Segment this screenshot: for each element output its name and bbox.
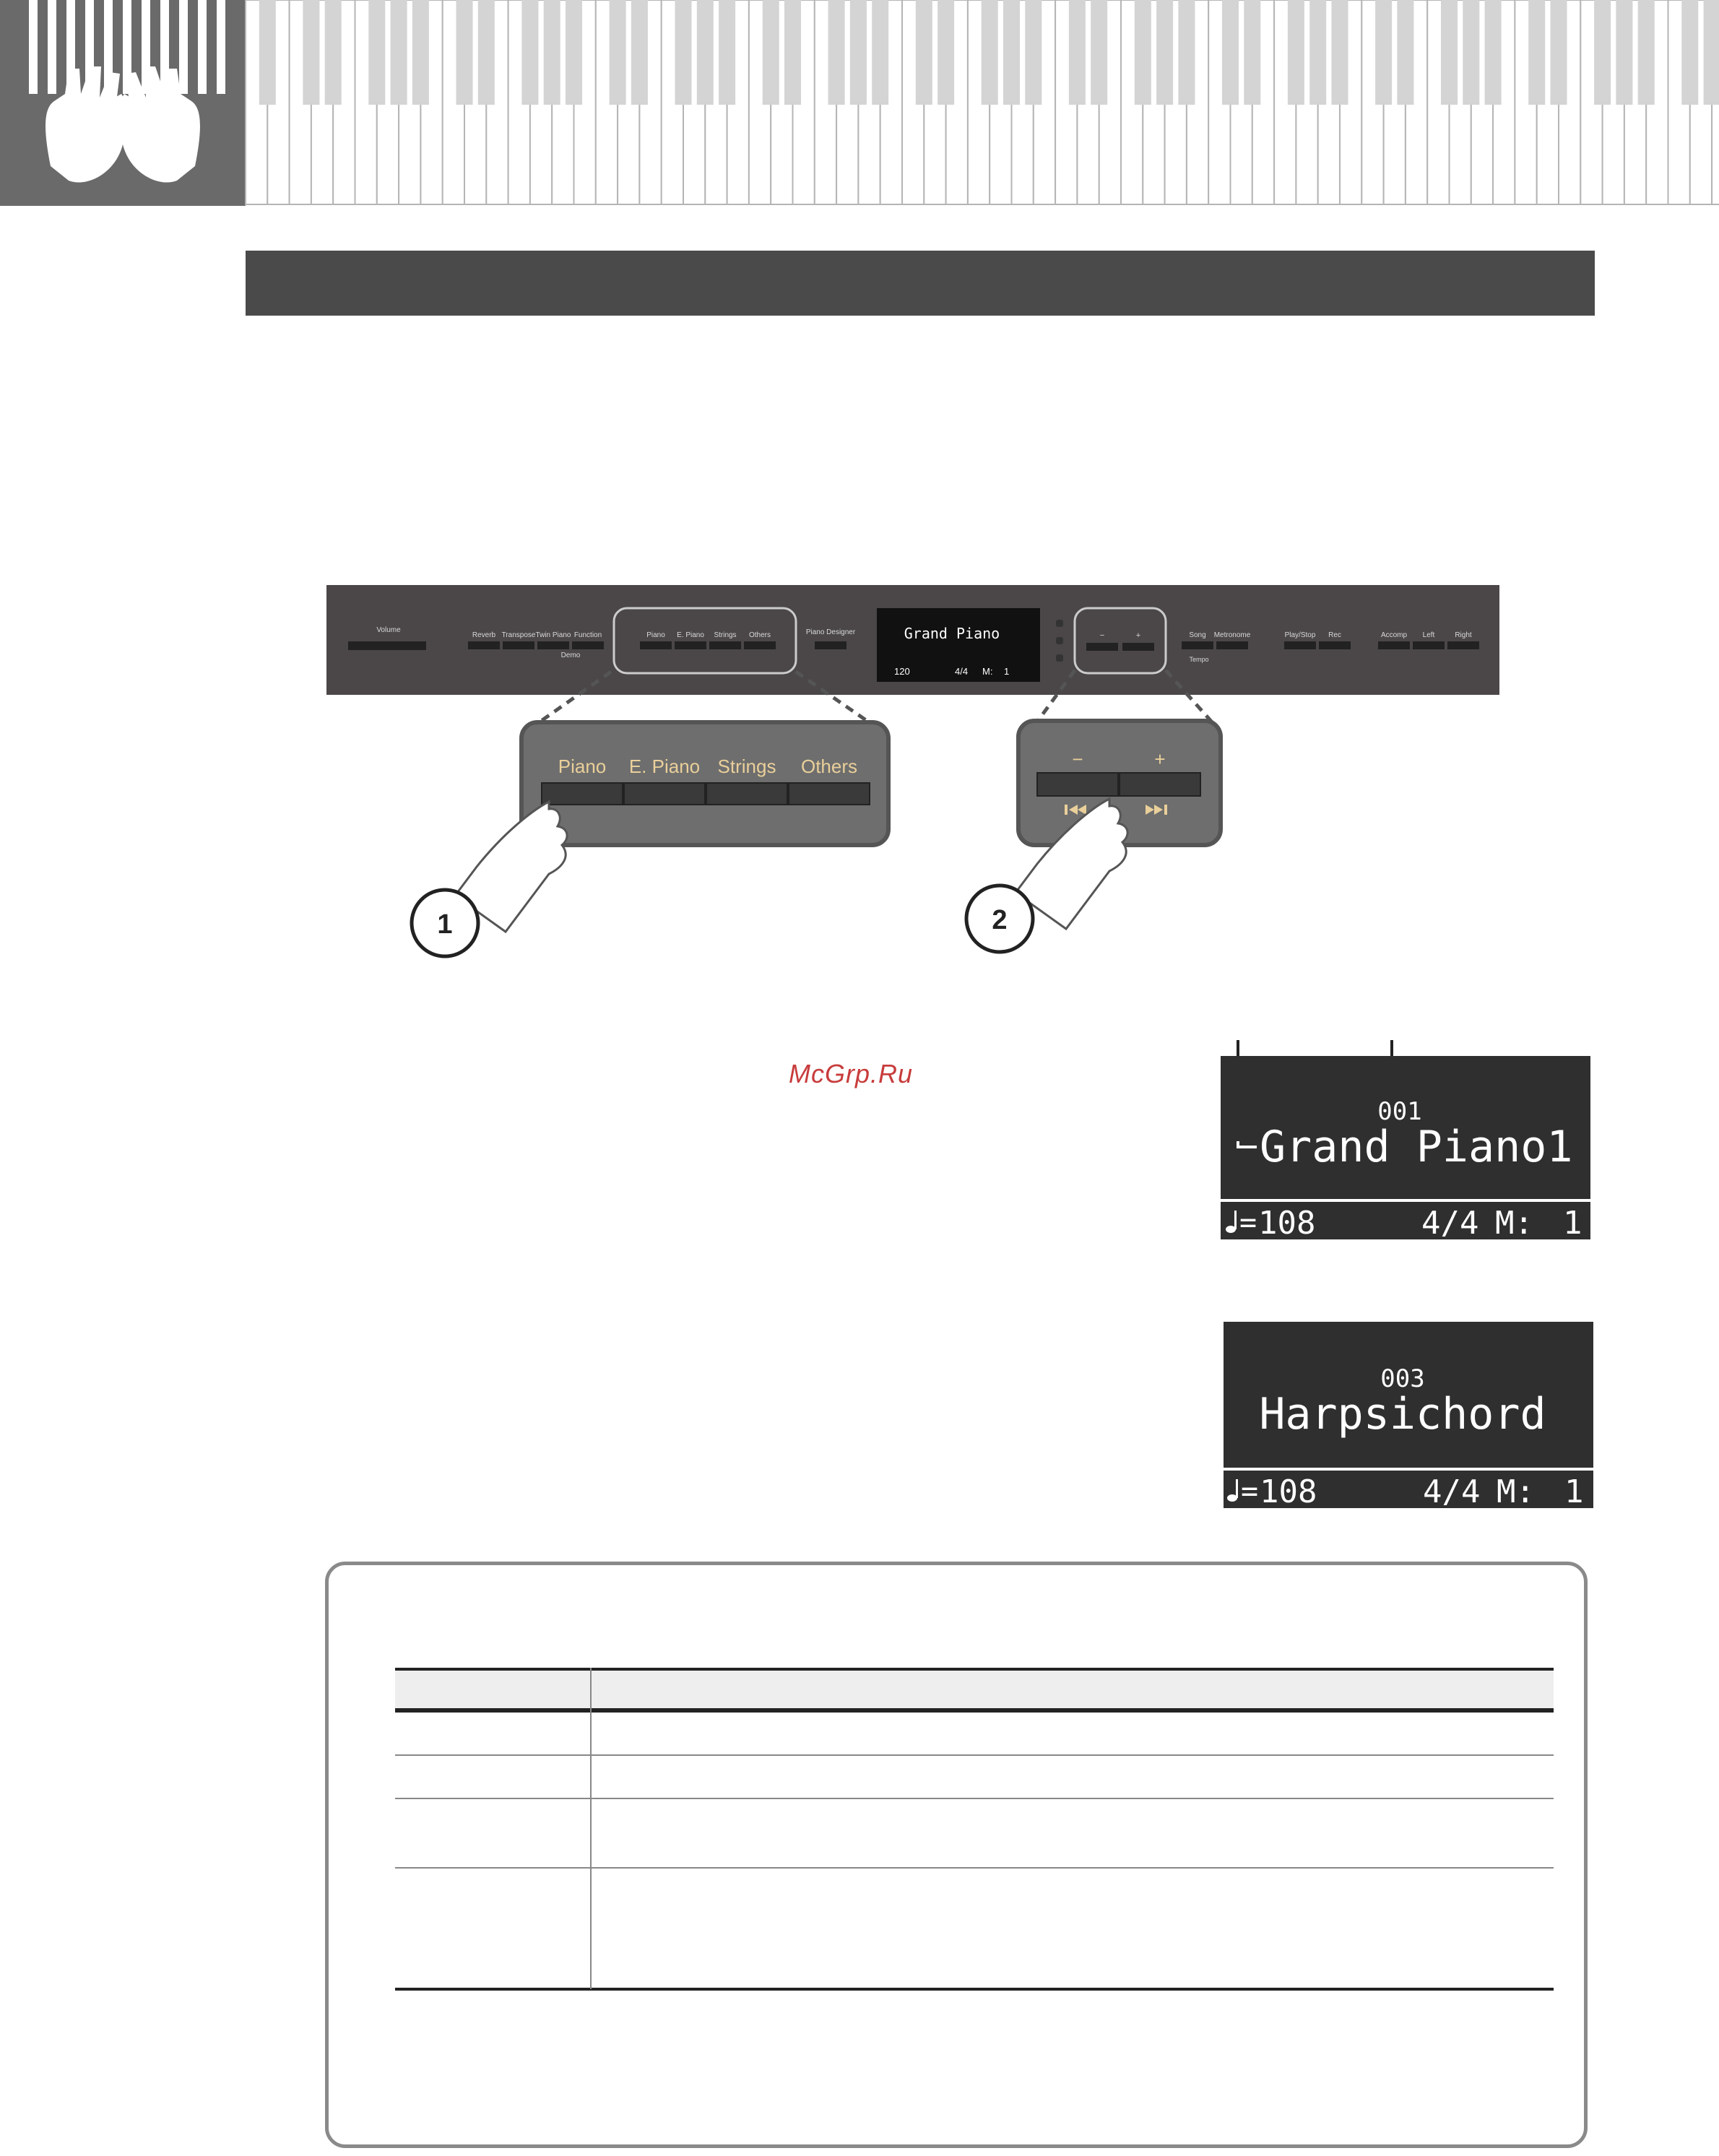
zoom-tone-label: Others	[800, 756, 858, 777]
panel-tone-button[interactable]	[709, 641, 741, 649]
panel-tone-label: Others	[748, 631, 771, 639]
table-row-divider	[395, 1867, 1554, 1869]
panel-tone-button[interactable]	[744, 641, 776, 649]
lcd2-tone-name: Harpsichord	[1259, 1389, 1546, 1440]
table-bottom-rule	[395, 1988, 1554, 1991]
lcd2-beat: 4/4	[1423, 1473, 1481, 1510]
lcd1-tone-name: Grand Piano1	[1260, 1122, 1573, 1172]
panel-plus-button[interactable]	[1122, 643, 1154, 651]
zoom-minus-button[interactable]	[1037, 773, 1118, 796]
zoom-plus-button[interactable]	[1120, 773, 1200, 796]
table-header	[395, 1668, 1554, 1711]
panel-accomp-button[interactable]	[1378, 641, 1410, 649]
zoom-tone-label: Piano	[558, 756, 607, 777]
step-1-number: 1	[437, 909, 453, 940]
panel-song-label: Song	[1189, 631, 1206, 639]
zoom-tone-button[interactable]	[624, 783, 705, 805]
panel-tone-label: E. Piano	[677, 631, 704, 639]
volume-slider[interactable]	[348, 641, 426, 650]
tone-table	[395, 1668, 1554, 2007]
panel-display-beat: 4/4	[955, 666, 969, 677]
zoom-tone-button[interactable]	[789, 783, 870, 805]
tempo-label: Tempo	[1189, 656, 1209, 663]
watermark: McGrp.Ru	[789, 1059, 914, 1088]
panel-tone-button[interactable]	[640, 641, 672, 649]
table-row-divider	[395, 1754, 1554, 1756]
panel-left-label: Twin Piano	[535, 631, 571, 639]
demo-label: Demo	[560, 651, 581, 659]
svg-text:−: −	[1099, 631, 1105, 640]
panel-left-label: Function	[573, 631, 602, 639]
piano-designer-button[interactable]	[815, 641, 846, 649]
panel-accomp-label: Right	[1455, 631, 1472, 639]
lcd1-tempo: 108	[1258, 1205, 1316, 1242]
step-2-number: 2	[992, 905, 1008, 935]
panel-song-label: Metronome	[1213, 631, 1251, 639]
lcd2-measure-label: M:	[1497, 1473, 1535, 1510]
zoom-tone-button[interactable]	[706, 783, 787, 805]
panel-display-title: Grand Piano	[904, 625, 1000, 642]
panel-tone-button[interactable]	[675, 641, 706, 649]
panel-play-button[interactable]	[1319, 641, 1351, 649]
panel-illustration	[0, 0, 1719, 1011]
zoom-tone-label: Strings	[717, 756, 776, 777]
lcd-display-2	[1221, 1322, 1596, 1510]
table-row-divider	[395, 1798, 1554, 1799]
panel-accomp-label: Left	[1422, 631, 1435, 639]
zoom-tone-label: E. Piano	[628, 756, 701, 777]
lcd1-measure: 1	[1563, 1205, 1582, 1242]
panel-left-label: Transpose	[501, 631, 536, 639]
lcd1-tone-number: 001	[1377, 1097, 1422, 1126]
panel-left-label: Reverb	[472, 631, 496, 639]
lcd-display-1	[1213, 1033, 1596, 1242]
panel-accomp-label: Accomp	[1380, 631, 1408, 639]
panel-play-label: Rec	[1328, 631, 1341, 639]
svg-text:+: +	[1135, 631, 1141, 640]
panel-display-measure-label: M:	[982, 666, 993, 677]
piano-designer-label: Piano Designer	[805, 628, 856, 636]
info-box	[325, 1562, 1588, 2148]
zoom-plus-label: +	[1154, 748, 1166, 770]
panel-left-button[interactable]	[503, 641, 534, 649]
lcd1-beat: 4/4	[1421, 1205, 1479, 1242]
panel-left-button[interactable]	[572, 641, 604, 649]
panel-accomp-button[interactable]	[1413, 641, 1445, 649]
panel-tone-label: Piano	[646, 631, 665, 639]
panel-tone-label: Strings	[714, 631, 737, 639]
panel-song-button[interactable]	[1216, 641, 1248, 649]
zoom-tone-button[interactable]	[542, 783, 623, 805]
panel-song-button[interactable]	[1182, 641, 1213, 649]
panel-left-button[interactable]	[537, 641, 569, 649]
table-column-divider	[590, 1668, 592, 1989]
svg-text:=: =	[1239, 1206, 1257, 1239]
svg-text:=: =	[1241, 1475, 1259, 1508]
panel-left-button[interactable]	[468, 641, 500, 649]
panel-minus-button[interactable]	[1086, 643, 1118, 651]
panel-play-button[interactable]	[1284, 641, 1316, 649]
panel-play-label: Play/Stop	[1284, 631, 1316, 639]
panel-display-measure: 1	[1004, 666, 1010, 677]
volume-label: Volume	[376, 626, 401, 634]
panel-accomp-button[interactable]	[1447, 641, 1479, 649]
lcd2-tone-number: 003	[1380, 1364, 1425, 1393]
panel-display-tempo: 120	[894, 666, 910, 677]
lcd1-measure-label: M:	[1495, 1205, 1533, 1242]
lcd2-tempo: 108	[1260, 1473, 1317, 1510]
lcd2-measure: 1	[1564, 1473, 1584, 1510]
zoom-minus-label: −	[1072, 748, 1083, 770]
